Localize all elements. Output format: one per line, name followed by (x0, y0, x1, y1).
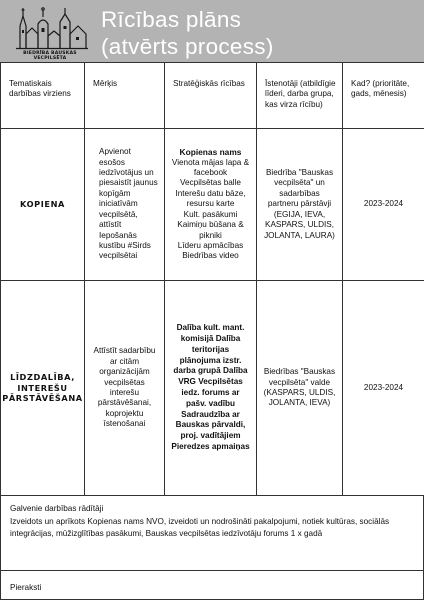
notes-label: Pieraksti (10, 583, 42, 592)
when-cell: 2023-2024 (343, 281, 424, 496)
header-banner (0, 0, 424, 62)
direction-cell: KOPIENA (1, 129, 85, 281)
table-row (1, 281, 424, 496)
indicators-text: Izveidots un aprīkots Kopienas nams NVO, izveidoti un nodrošināti pakalpojumi, notiek kultūras, sociālās integrācijas, mūžizglītības pasākumi, Bauskas vecpilsētas iedzīvotāju forums 1 x gadā (10, 516, 390, 538)
logo-text: BIEDRĪBA BAUSKAS VECPILSĒTA (23, 51, 77, 61)
table-header-row (1, 63, 424, 129)
when-cell: 2023-2024 (343, 129, 424, 281)
goal-cell: Apvienot esošos iedzīvotājus un piesaistīt jaunus kopīgām iniciatīvām vecpilsētā, attīstīt Iepošanās kustību #Sirds vecpilsētai (85, 129, 165, 281)
goal-cell: Attīstīt sadarbību ar citām organizācijām vecpilsētas interešu pārstāvēšanai, koprojektu īstenošanai (85, 281, 165, 496)
column-header: Stratēģiskās rīcības (165, 63, 257, 129)
executors-cell: Biedrība "Bauskas vecpilsēta" un sadarbības partneru pārstāvji (EGIJA, IEVA, KASPARS, ULDIS, JOLANTA, LAURA) (257, 129, 343, 281)
old-town-skyline-icon (10, 4, 90, 50)
strategy-title: Kopienas nams (179, 147, 242, 158)
direction-cell: LĪDZDALĪBA, INTEREŠU PĀRSTĀVĒŠANA (1, 281, 85, 496)
action-plan-table (0, 62, 424, 496)
strategy-item: Interešu datu bāze, resursu karte (175, 188, 246, 209)
column-header: Kad? (prioritāte, gads, mēnesis) (343, 63, 424, 129)
indicators-section (0, 495, 424, 571)
title-line-1: Rīcības plāns (101, 7, 242, 32)
strategy-item: Biedrības video (182, 251, 239, 261)
column-header: Īstenotāji (atbildīgie līderi, darba grupa, kas virza rīcību) (257, 63, 343, 129)
strategy-item: Kult. pasākumi (183, 209, 238, 219)
strategy-item: Vienota mājas lapa & facebook (171, 157, 250, 178)
column-header: Tematiskais darbības virziens (1, 63, 85, 129)
title-line-2: (atvērts process) (101, 34, 274, 59)
executors-cell: Biedrības "Bauskas vecpilsēta" valde (KASPARS, ULDIS, JOLANTA, IEVA) (257, 281, 343, 496)
strategy-item: Līderu apmācības (177, 240, 244, 250)
logo (6, 4, 94, 60)
strategy-cell (165, 129, 257, 281)
strategy-item: Vecpilsētas balle (180, 178, 241, 188)
strategy-cell: Dalība kult. mant. komisijā Dalība teritorijas plānojuma izstr. darba grupā Dalība VRG Vecpilsētas iedz. forums ar pašv. vadību Sadraudzība ar Bauskas pārvaldi, proj. vadītājiem Pieredzes apmaiņas (165, 281, 257, 496)
page-title (101, 6, 274, 60)
notes-section (0, 570, 424, 600)
table-row (1, 129, 424, 281)
indicators-title: Galvenie darbības rādītāji (10, 504, 104, 513)
column-header: Mērķis (85, 63, 165, 129)
strategy-item: Kaimiņu būšana & pikniki (177, 220, 244, 240)
